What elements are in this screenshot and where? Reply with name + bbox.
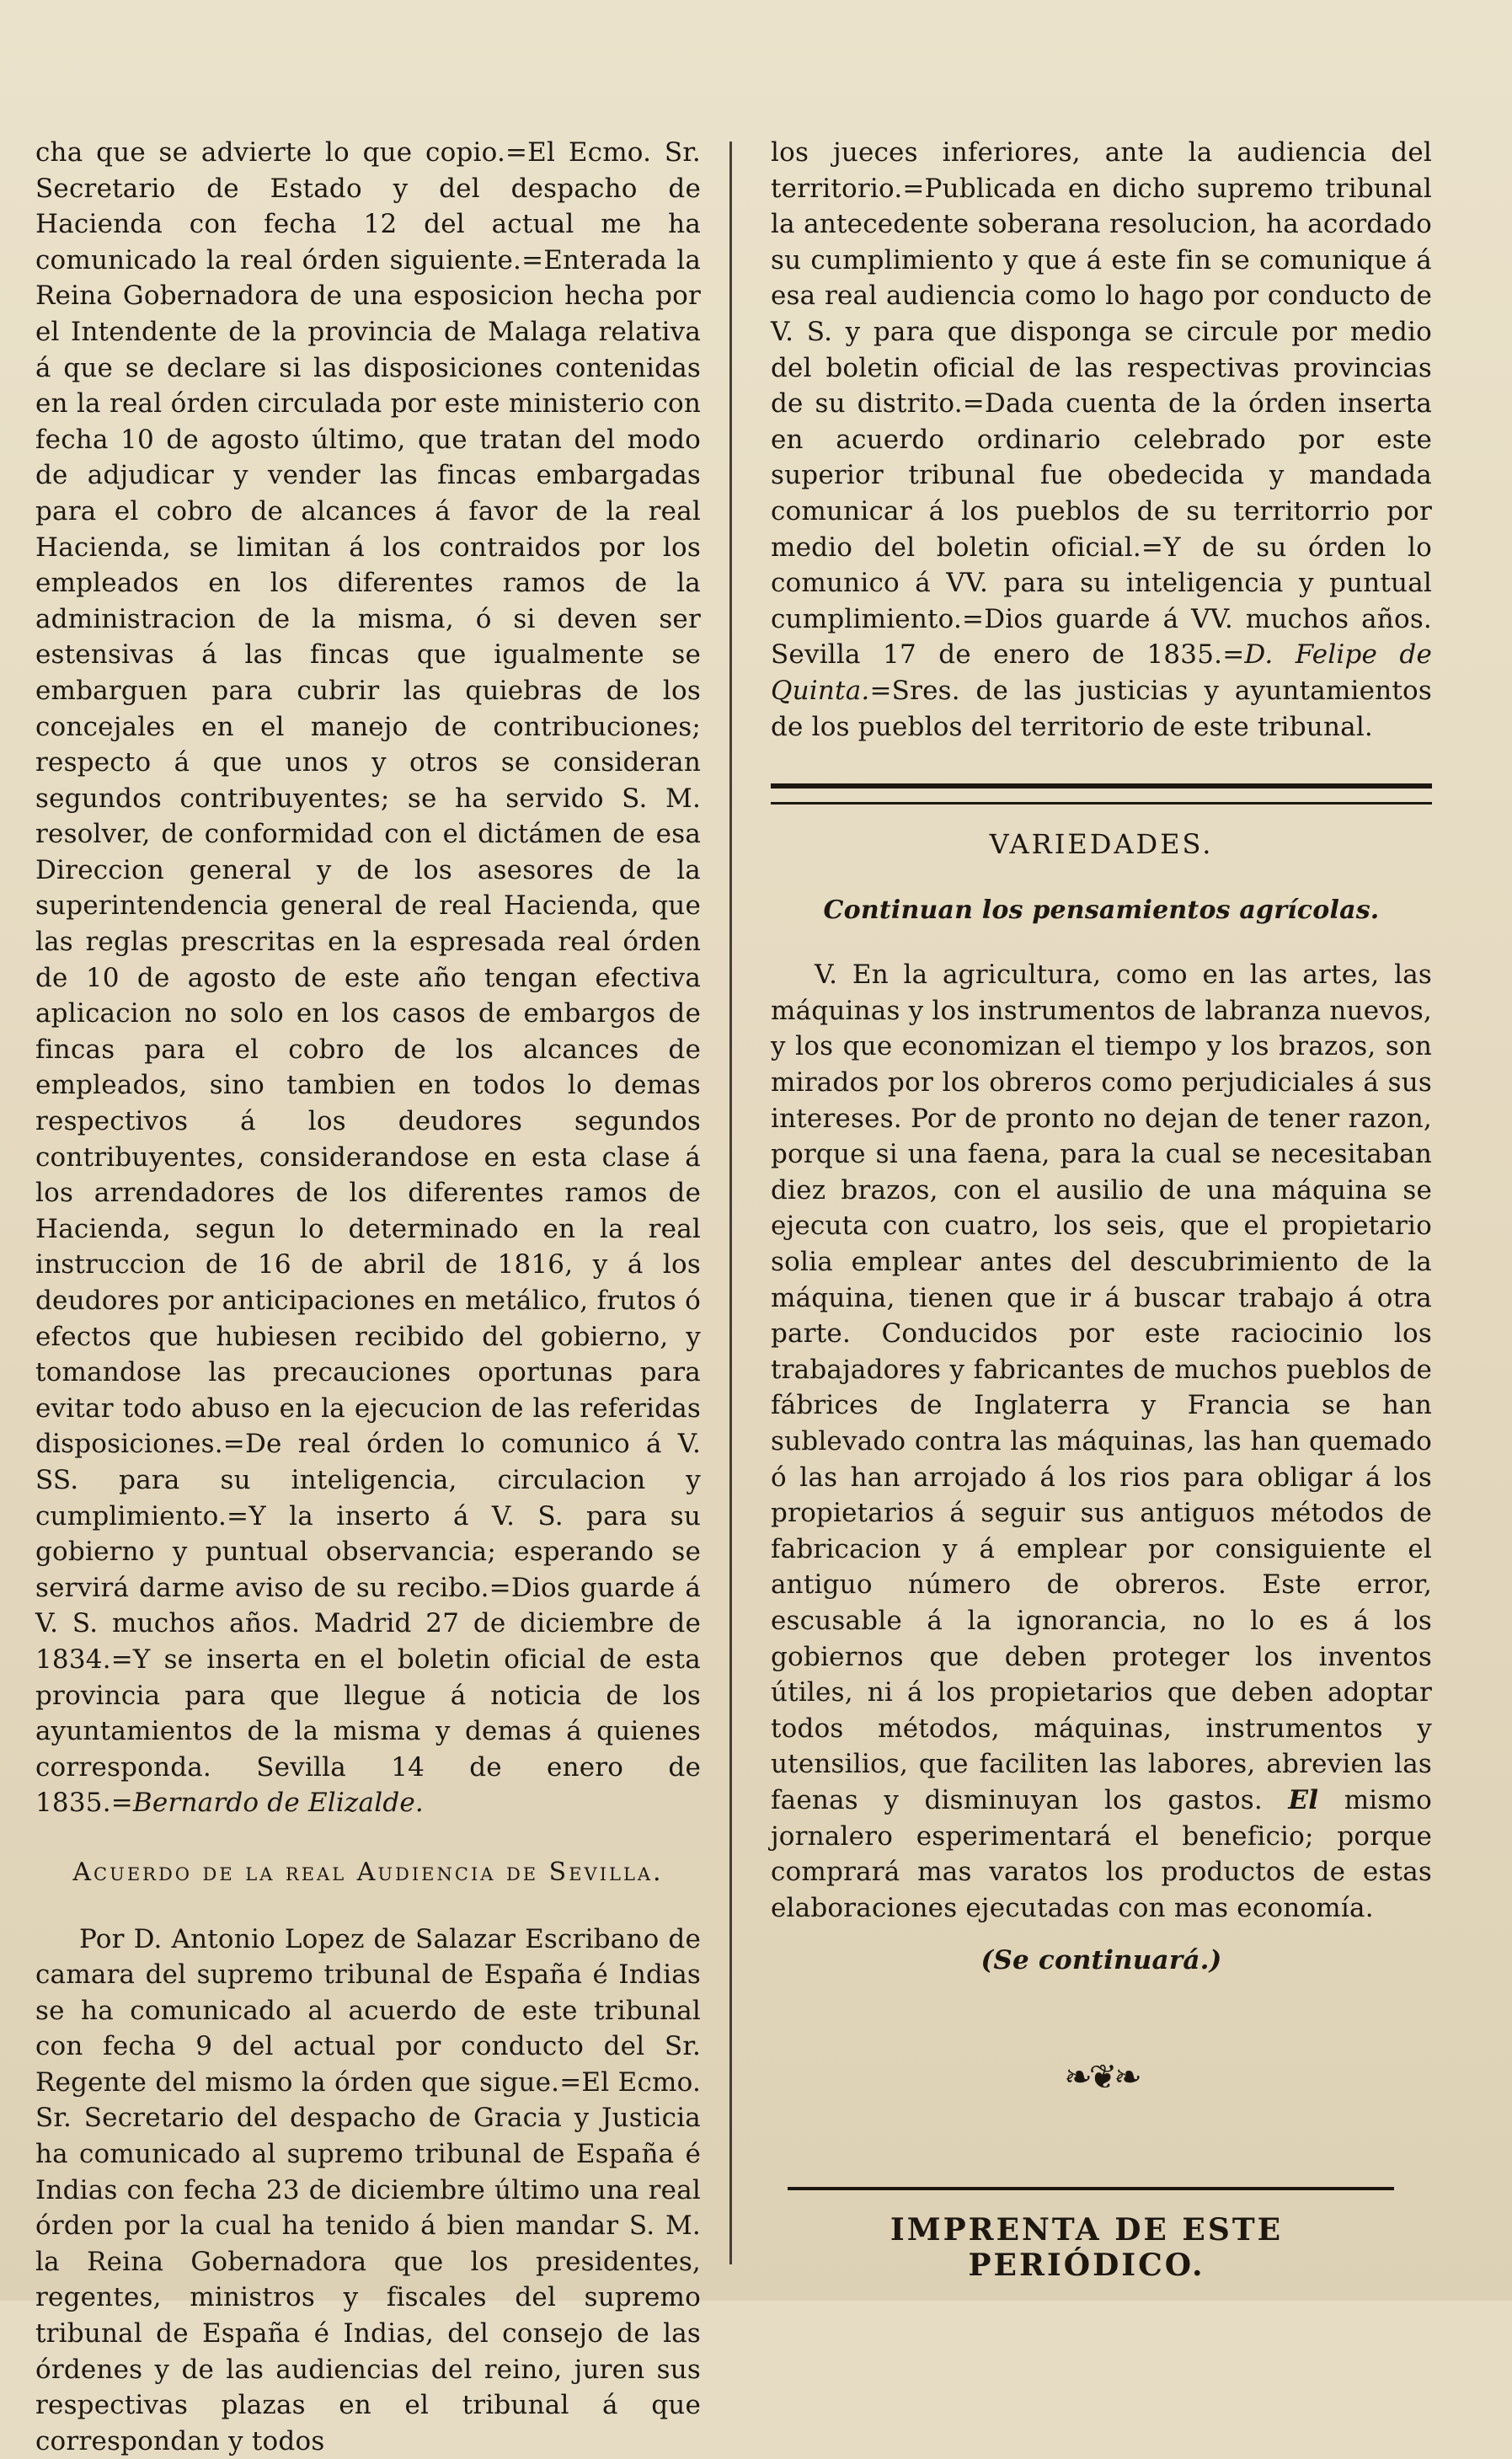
section-rule [771,783,1432,805]
signature-quinta: D. Felipe de Quinta. [771,639,1432,706]
right-column [771,135,1432,2096]
left-column [35,135,701,2459]
continuara-note: (Se continuará.) [771,1943,1432,1979]
imprint-footer: IMPRENTA DE ESTE PERIÓDICO. [783,2212,1390,2283]
audiencia-heading: Acuerdo de la real Audiencia de Sevilla. [35,1855,701,1891]
right-paragraph-2-emphasis: El [1288,1785,1318,1815]
right-paragraph-1-text: los jueces inferiores, ante la audiencia del territorio.=Publicada en dicho supremo tribunal la antecedente soberana resolucion, ha acordado su cumplimiento y que á este fin se comunique á esa real audiencia como lo hago por conducto de V. S. y para que disponga se circule por medio del boletin oficial de las respectivas provincias de su distrito.=Dada cuenta de la órden inserta en acuerdo ordinario celebrado por este superior tribunal fue obedecida y mandada comunicar á los pueblos de su territorrio por medio del boletin oficial.=Y de su órden lo comunico á VV. para su inteligencia y puntual cumplimiento.=Dios guarde á VV. muchos años. Sevilla 17 de enero de 1835.= [771,137,1432,670]
left-paragraph-1-text: cha que se advierte lo que copio.=El Ecmo. Sr. Secretario de Estado y del despacho de Hacienda con fecha 12 del actual me ha comunicado la real órden siguiente.=Enterada la Reina Gobernadora de una esposicion hecha por el Intendente de la provincia de Malaga relativa á que se declare si las disposiciones contenidas en la real órden circulada por este ministerio con fecha 10 de agosto último, que tratan del modo de adjudicar y vender las fincas embargadas para el cobro de alcances á favor de la real Hacienda, se limitan á los contraidos por los empleados en los diferentes ramos de la administracion de la misma, ó si deven ser estensivas á las fincas que igualmente se embarguen para cubrir las quiebras de los concejales en el manejo de contribuciones; respecto á que unos y otros se consideran segundos contribuyentes; se ha servido S. M. resolver, de conformidad con el dictámen de esa Direccion general y de los asesores de la superintendencia general de real Hacienda, que las reglas prescritas en la espresada real órden de 10 de agosto de este año tengan efectiva aplicacion no solo en los casos de embargos de fincas para el cobro de los alcances de empleados, sino tambien en todos lo demas respectivos á los deudores segundos contribuyentes, considerandose en esta clase á los arrendadores de los diferentes ramos de Hacienda, segun lo determinado en la real instruccion de 16 de abril de 1816, y á los deudores por anticipaciones en metálico, frutos ó efectos que hubiesen recibido del gobierno, y tomandose las precauciones oportunas para evitar todo abuso en la ejecucion de las referidas disposiciones.=De real órden lo comunico á V. SS. para su inteligencia, circulacion y cumplimiento.=Y la inserto á V. S. para su gobierno y puntual observancia; esperando se servirá darme aviso de su recibo.=Dios guarde á V. S. muchos años. Madrid 27 de diciembre de 1834.=Y se inserta en el boletin oficial de esta provincia para que llegue á noticia de los ayuntamientos de la misma y demas á quienes corresponda. Sevilla 14 de enero de 1835.= [35,137,701,1818]
right-paragraph-1 [771,135,1432,745]
column-divider [729,142,732,2264]
left-paragraph-2: Por D. Antonio Lopez de Salazar Escribano de camara del supremo tribunal de España é Indias se ha comunicado al acuerdo de este tribunal con fecha 9 del actual por conducto del Sr. Regente del mismo la órden que sigue.=El Ecmo. Sr. Secretario del despacho de Gracia y Justicia ha comunicado al supremo tribunal de España é Indias con fecha 23 de diciembre último una real órden por la cual ha tenido á bien mandar S. M. la Reina Gobernadora que los presidentes, regentes, ministros y fiscales del supremo tribunal de España é Indias, del consejo de las órdenes y de las audiencias del reino, juren sus respectivas plazas en el tribunal á que correspondan y todos [35,1922,701,2459]
variedades-subtitle: Continuan los pensamientos agrícolas. [771,893,1432,929]
ornament-icon: ❧❦❧ [771,2060,1432,2096]
left-paragraph-1 [35,135,701,1821]
variedades-title: VARIEDADES. [771,826,1432,863]
right-paragraph-2 [771,957,1432,1926]
right-paragraph-2-text-b: mismo jornalero esperimentará el beneficio; porque comprará mas varatos los productos de estas elaboraciones ejecutadas con mas economía. [771,1785,1432,1923]
signature-elizalde: Bernardo de Elizalde. [133,1788,424,1818]
right-paragraph-2-text-a: V. En la agricultura, como en las artes, las máquinas y los instrumentos de labranza nuevos, y los que economizan el tiempo y los brazos, son mirados por los obreros como perjudiciales á sus intereses. Por de pronto no dejan de tener razon, porque si una faena, para la cual se necesitaban diez brazos, con el ausilio de una máquina se ejecuta con cuatro, los seis, que el propietario solia emplear antes del descubrimiento de la máquina, tienen que ir á buscar trabajo á otra parte. Conducidos por este raciocinio los trabajadores y fabricantes de muchos pueblos de fábrices de Inglaterra y Francia se han sublevado contra las máquinas, las han quemado ó las han arrojado á los rios para obligar á los propietarios á seguir sus antiguos métodos de fabricacion y á emplear por consiguiente el antiguo número de obreros. Este error, escusable á la ignorancia, no lo es á los gobiernos que deben proteger los inventos útiles, ni á los propietarios que deben adoptar todos métodos, máquinas, instrumentos y utensilios, que faciliten las labores, abrevien las faenas y disminuyan los gastos. [771,960,1432,1815]
footer-rule [788,2187,1394,2190]
closing-address: =Sres. de las justicias y ayuntamientos de los pueblos del territorio de este tribunal. [771,676,1432,742]
